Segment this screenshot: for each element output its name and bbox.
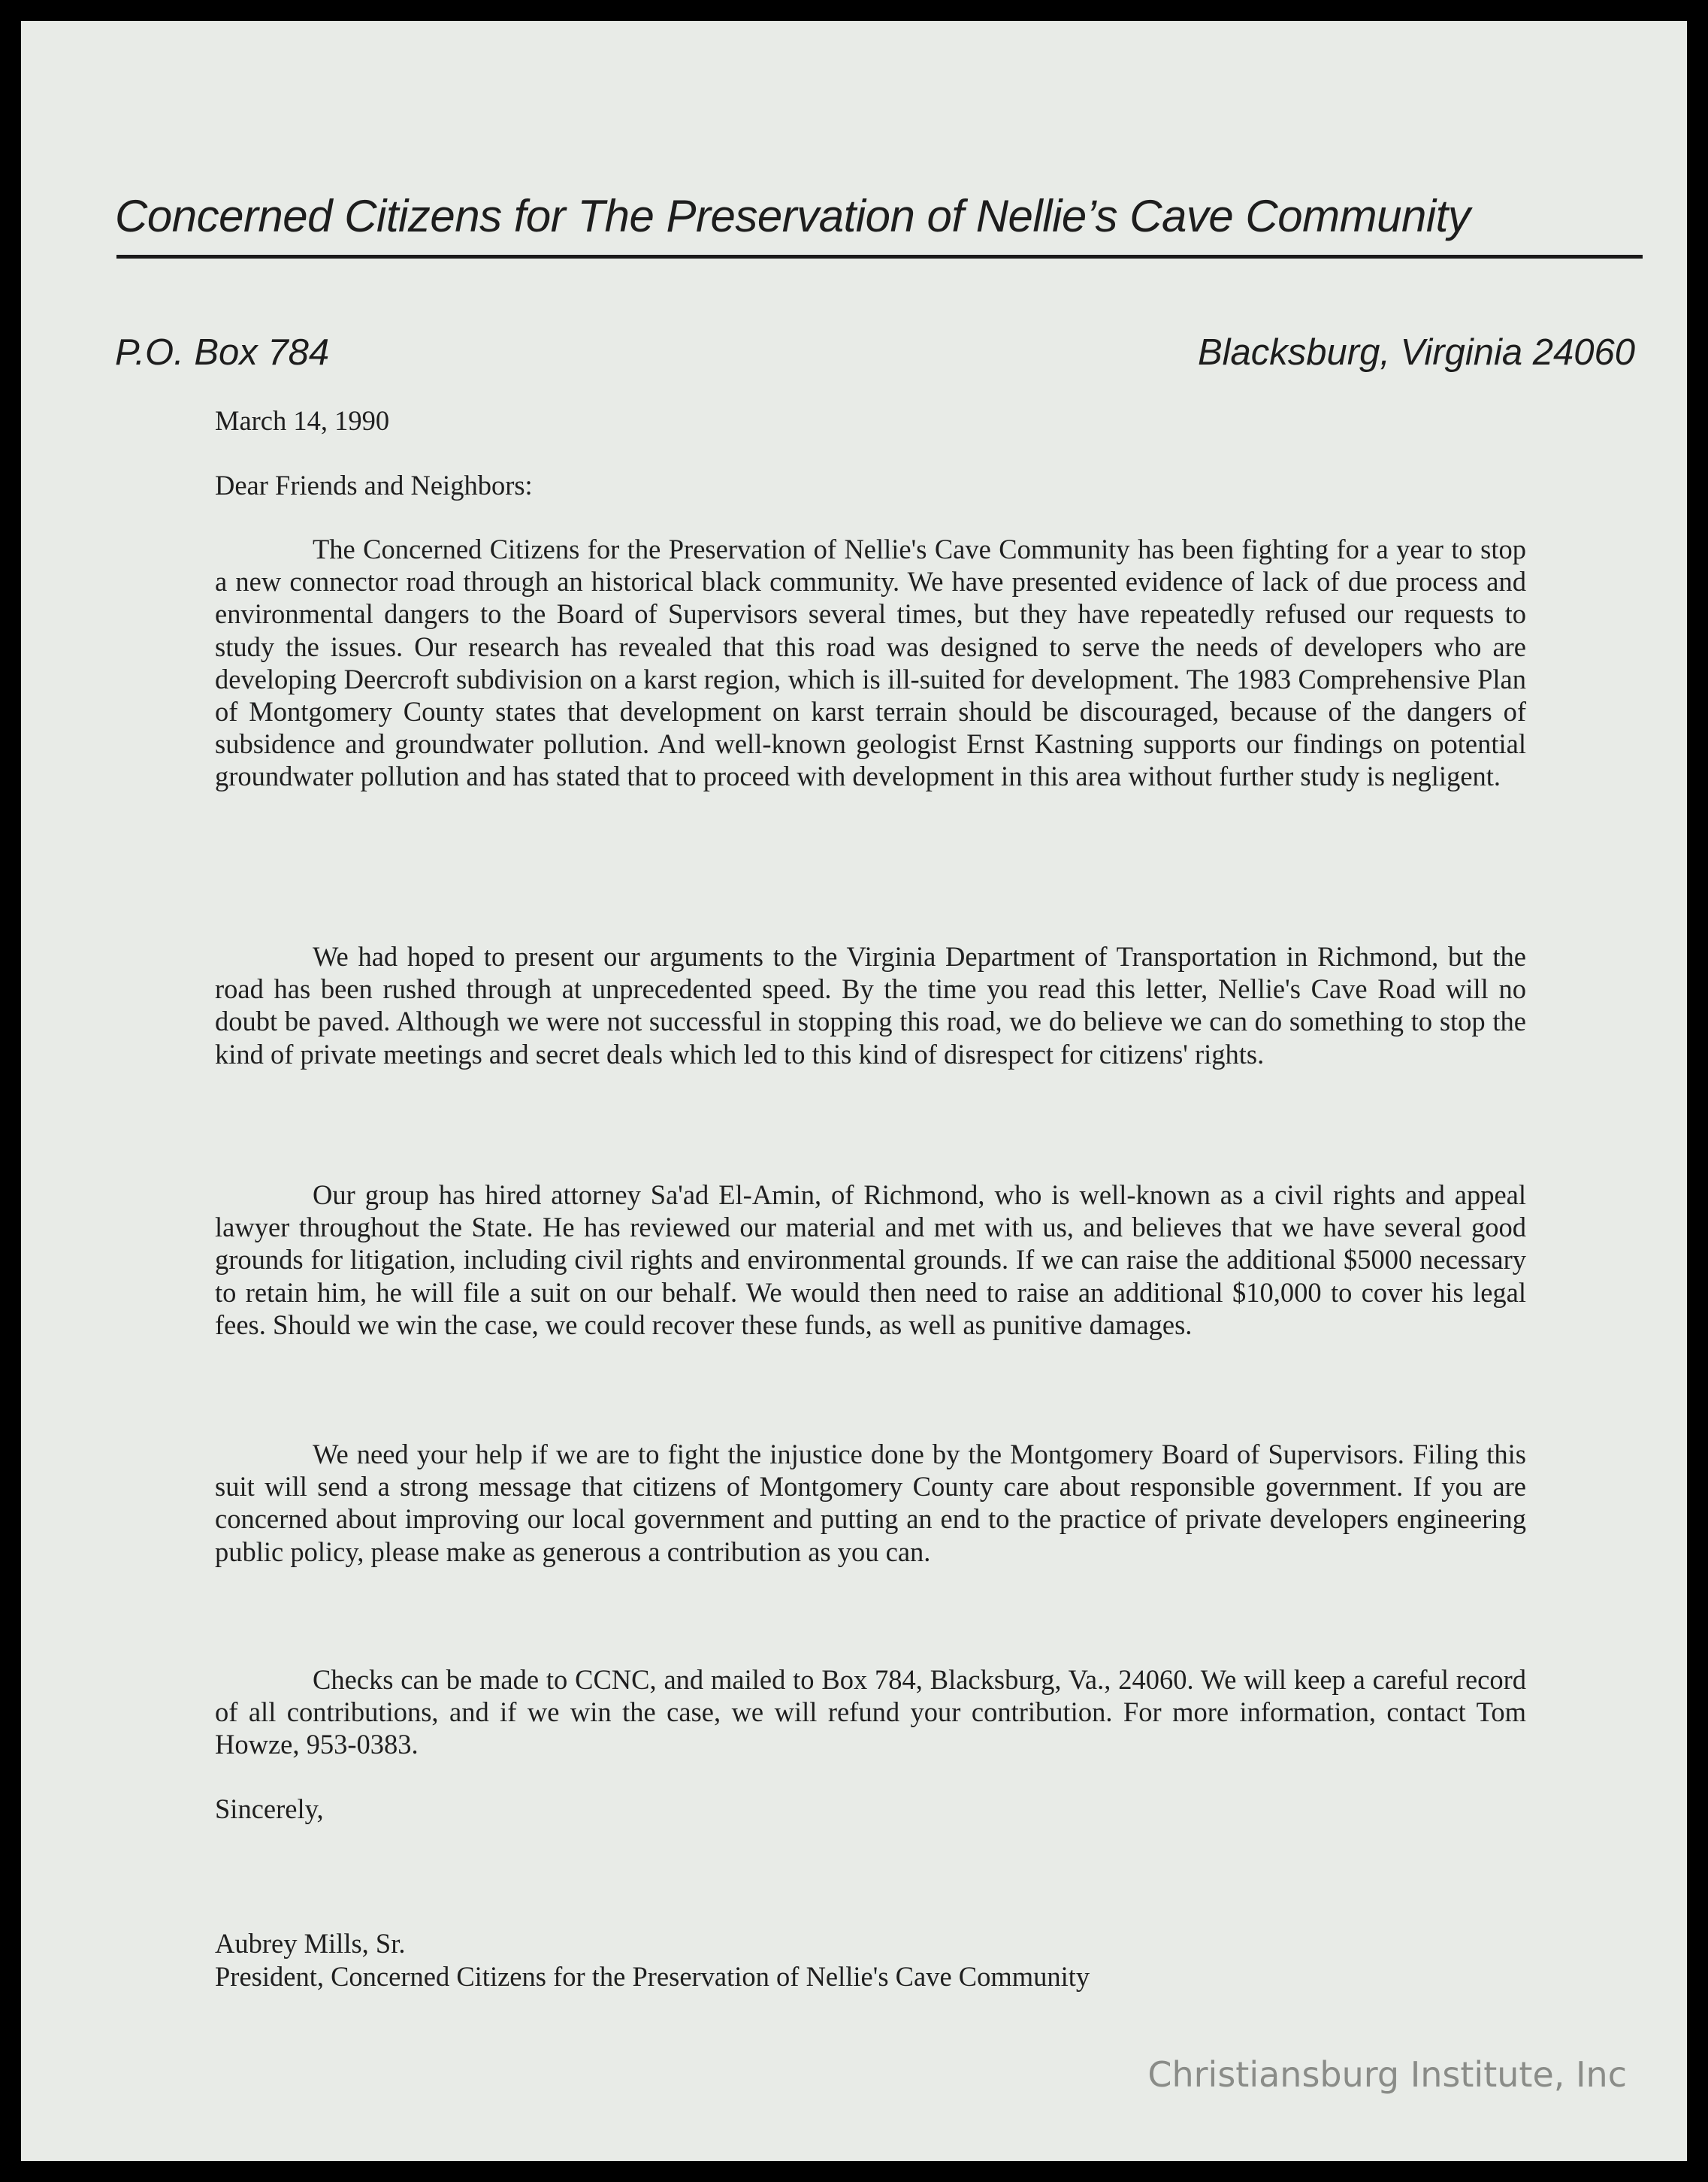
letterhead-po-box: P.O. Box 784 bbox=[115, 332, 330, 373]
signer-title: President, Concerned Citizens for the Preservation of Nellie's Cave Community bbox=[215, 1961, 1090, 1992]
letter-date: March 14, 1990 bbox=[215, 405, 390, 436]
letterhead-city: Blacksburg, Virginia 24060 bbox=[1197, 332, 1635, 373]
letterhead-divider bbox=[116, 255, 1643, 259]
paragraph-text: We need your help if we are to fight the injustice done by the Montgomery Board of Supervisors. Filing this suit will send a strong message that citizens of Montgomery County care about responsible government. If you are concerned about improving our local government and putting an end to the practice of private developers engineering public policy, please make as generous a contribution as you can. bbox=[215, 1439, 1526, 1567]
letter-paragraph bbox=[215, 1179, 1526, 1341]
signer-name: Aubrey Mills, Sr. bbox=[215, 1928, 406, 1959]
letter-closing: Sincerely, bbox=[215, 1793, 324, 1824]
letter-page bbox=[21, 21, 1687, 2161]
letter-paragraph bbox=[215, 1663, 1526, 1761]
paragraph-text: Our group has hired attorney Sa'ad El-Amin, of Richmond, who is well-known as a civil rights and appeal lawyer throughout the State. He has reviewed our material and met with us, and believes that we have several good grounds for litigation, including civil rights and environmental grounds. If we can raise the additional $5000 necessary to retain him, he will file a suit on our behalf. We would then need to raise an additional $10,000 to cover his legal fees. Should we win the case, we could recover these funds, as well as punitive damages. bbox=[215, 1179, 1526, 1340]
paragraph-text: Checks can be made to CCNC, and mailed to Box 784, Blacksburg, Va., 24060. We will keep a careful record of all contributions, and if we win the case, we will refund your contribution. For more information, contact Tom Howze, 953-0383. bbox=[215, 1664, 1526, 1760]
archive-watermark: Christiansburg Institute, Inc bbox=[1147, 2054, 1627, 2095]
letterhead-title: Concerned Citizens for The Preservation of Nellie’s Cave Community bbox=[115, 191, 1471, 241]
letter-paragraph bbox=[215, 940, 1526, 1070]
letter-salutation: Dear Friends and Neighbors: bbox=[215, 470, 533, 501]
paragraph-text: The Concerned Citizens for the Preservation of Nellie's Cave Community has been fighting for a year to stop a new connector road through an historical black community. We have presented evidence of lack of due process and environmental dangers to the Board of Supervisors several times, but they have repeatedly refused our requests to study the issues. Our research has revealed that this road was designed to serve the needs of developers who are developing Deercroft subdivision on a karst region, which is ill-suited for development. The 1983 Comprehensive Plan of Montgomery County states that development on karst terrain should be discouraged, because of the dangers of subsidence and groundwater pollution. And well-known geologist Ernst Kastning supports our findings on potential groundwater pollution and has stated that to proceed with development in this area without further study is negligent. bbox=[215, 534, 1526, 792]
letter-paragraph bbox=[215, 1438, 1526, 1568]
paragraph-text: We had hoped to present our arguments to the Virginia Department of Transportation in Richmond, but the road has been rushed through at unprecedented speed. By the time you read this letter, Nellie's Cave Road will no doubt be paved. Although we were not successful in stopping this road, we do believe we can do something to stop the kind of private meetings and secret deals which led to this kind of disrespect for citizens' rights. bbox=[215, 941, 1526, 1070]
letter-paragraph bbox=[215, 533, 1526, 793]
